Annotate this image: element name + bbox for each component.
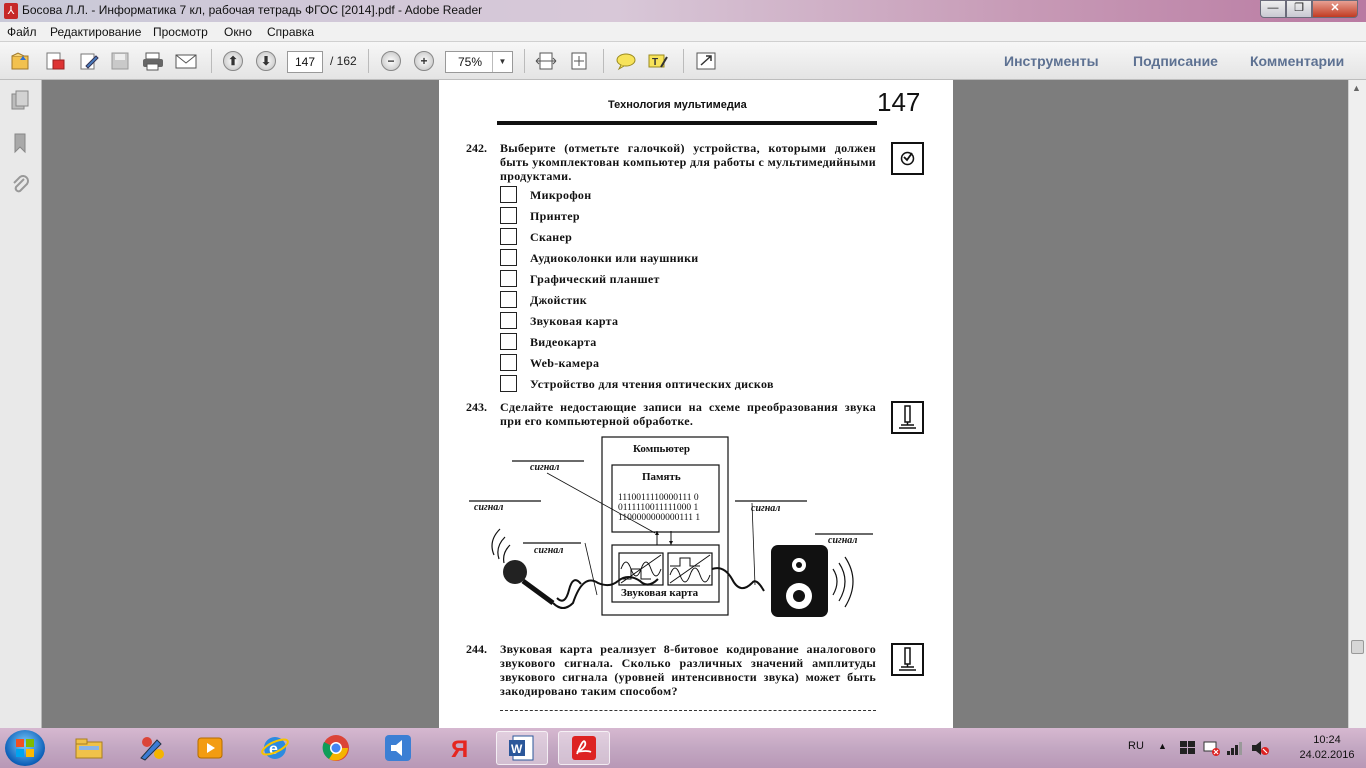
signal-label: сигнал: [751, 503, 781, 514]
menu-view[interactable]: Просмотр: [153, 25, 208, 39]
option-label: Сканер: [530, 230, 573, 244]
checkbox[interactable]: [500, 354, 517, 371]
plus-icon: +: [414, 51, 434, 71]
zoom-value: 75%: [458, 55, 483, 69]
option-label: Звуковая карта: [530, 314, 619, 328]
chrome-taskbar-icon[interactable]: [310, 731, 362, 765]
binary-line: 1100000000000111 1: [618, 513, 701, 523]
question-text: Выберите (отметьте галочкой) устройства, которыми должен быть укомплектован компьютер для работы с мультимедийными продуктами.: [500, 141, 876, 183]
bookmarks-icon[interactable]: [9, 132, 31, 154]
maximize-button[interactable]: ❐: [1286, 0, 1312, 18]
scrollbar-thumb[interactable]: [1351, 640, 1364, 654]
svg-text:W: W: [511, 742, 523, 756]
option-label: Джойстик: [530, 293, 588, 307]
network-error-icon[interactable]: [1203, 740, 1221, 759]
yandex-taskbar-icon[interactable]: [433, 731, 485, 765]
header-rule: [497, 121, 877, 125]
page-number-input[interactable]: 147: [287, 51, 323, 73]
checkbox[interactable]: [500, 249, 517, 266]
clock-time: 10:24: [1313, 734, 1341, 746]
minus-icon: −: [381, 51, 401, 71]
clock-date: 24.02.2016: [1299, 749, 1355, 761]
binary-line: 0111110011111000 1: [618, 503, 699, 513]
show-hidden-icons-icon[interactable]: ▲: [1158, 741, 1167, 751]
pdf-page: [439, 80, 953, 728]
comments-link[interactable]: Комментарии: [1250, 53, 1345, 69]
option-label: Web-камера: [530, 356, 600, 370]
signal-label: сигнал: [474, 502, 504, 513]
chevron-down-icon[interactable]: ▼: [492, 52, 512, 72]
windows-logo-icon: [15, 738, 35, 758]
svg-text:Я: Я: [451, 736, 469, 763]
attachments-icon[interactable]: [9, 174, 31, 196]
internet-explorer-taskbar-icon[interactable]: [249, 731, 301, 765]
toolbar-separator: [683, 49, 684, 73]
signal-label: сигнал: [530, 462, 560, 473]
word-taskbar-icon[interactable]: [496, 731, 548, 765]
checkbox[interactable]: [500, 333, 517, 350]
fit-width-icon[interactable]: [534, 50, 558, 72]
zoom-select[interactable]: [445, 51, 513, 73]
option-label: Графический планшет: [530, 272, 660, 286]
arrow-up-icon: ⬆: [223, 51, 243, 71]
toolbar-separator: [524, 49, 525, 73]
checkbox[interactable]: [500, 228, 517, 245]
save-icon[interactable]: [108, 50, 132, 72]
speaker-app-taskbar-icon[interactable]: [372, 731, 424, 765]
fit-page-icon[interactable]: [567, 50, 591, 72]
question-number: 242.: [466, 141, 487, 155]
option-label: Аудиоколонки или наушники: [530, 251, 699, 265]
signal-strength-icon[interactable]: [1226, 740, 1244, 759]
sound-conversion-diagram: [465, 435, 885, 623]
taskbar: [0, 728, 1366, 768]
close-button[interactable]: ✕: [1312, 0, 1358, 18]
adobe-reader-taskbar-icon[interactable]: [558, 731, 610, 765]
page-header: Технология мультимедиа: [608, 99, 747, 111]
page-number: 147: [877, 87, 921, 117]
checkbox[interactable]: [500, 270, 517, 287]
window-titlebar: [0, 0, 1366, 22]
signal-label: сигнал: [534, 545, 564, 556]
toolbar-separator: [603, 49, 604, 73]
toolbar-separator: [368, 49, 369, 73]
menu-help[interactable]: Справка: [267, 25, 315, 39]
adobe-reader-icon: ⅄: [4, 3, 18, 19]
action-center-icon[interactable]: [1180, 741, 1196, 758]
explorer-taskbar-icon[interactable]: [63, 731, 115, 765]
checkbox[interactable]: [500, 312, 517, 329]
menu-bar: [0, 22, 1366, 42]
pen-task-icon: [891, 401, 924, 434]
checkbox[interactable]: [500, 186, 517, 203]
tools-link[interactable]: Инструменты: [1004, 53, 1099, 69]
option-label: Микрофон: [530, 188, 592, 202]
checkbox[interactable]: [500, 375, 517, 392]
next-page-button[interactable]: [254, 50, 278, 72]
comment-icon[interactable]: [614, 50, 638, 72]
toolbar: [0, 42, 1366, 80]
email-icon[interactable]: [174, 50, 198, 72]
svg-text:T: T: [652, 57, 659, 68]
checkbox[interactable]: [500, 291, 517, 308]
language-indicator[interactable]: RU: [1128, 740, 1144, 752]
vertical-scrollbar[interactable]: [1348, 80, 1366, 728]
volume-muted-icon[interactable]: [1250, 740, 1270, 759]
previous-page-button[interactable]: [221, 50, 245, 72]
page-total: / 162: [330, 54, 357, 68]
option-label: Видеокарта: [530, 335, 597, 349]
highlight-icon[interactable]: [646, 50, 670, 72]
computer-label: Компьютер: [633, 443, 691, 455]
pen-task-icon: [891, 643, 924, 676]
create-pdf-icon[interactable]: [43, 50, 67, 72]
start-button[interactable]: [5, 730, 45, 766]
arrow-down-icon: ⬇: [256, 51, 276, 71]
checkbox[interactable]: [500, 207, 517, 224]
answer-line: [500, 710, 876, 711]
sign-link[interactable]: Подписание: [1133, 53, 1218, 69]
print-icon[interactable]: [141, 50, 165, 72]
fullscreen-icon[interactable]: [694, 50, 718, 72]
scroll-up-icon[interactable]: ▲: [1352, 83, 1361, 93]
question-number: 243.: [466, 400, 487, 414]
svg-text:e: e: [269, 741, 278, 758]
binary-line: 1110011110000111 0: [618, 493, 699, 503]
menu-file[interactable]: Файл: [7, 25, 37, 39]
minimize-button[interactable]: —: [1260, 0, 1286, 18]
open-file-icon[interactable]: [9, 50, 33, 72]
memory-label: Память: [642, 471, 681, 483]
zoom-out-button[interactable]: [379, 50, 403, 72]
sound-card-label: Звуковая карта: [621, 587, 699, 599]
menu-edit[interactable]: Редактирование: [50, 25, 142, 39]
zoom-in-button[interactable]: [412, 50, 436, 72]
menu-window[interactable]: Окно: [224, 25, 252, 39]
toolbar-separator: [211, 49, 212, 73]
option-label: Принтер: [530, 209, 580, 223]
page-thumbnails-icon[interactable]: [9, 90, 31, 112]
paint-taskbar-icon[interactable]: [126, 731, 178, 765]
clock[interactable]: [1292, 733, 1362, 763]
option-label: Устройство для чтения оптических дисков: [530, 377, 774, 391]
edit-icon[interactable]: [77, 50, 101, 72]
window-title: Босова Л.Л. - Информатика 7 кл, рабочая тетрадь ФГОС [2014].pdf - Adobe Reader: [22, 3, 483, 17]
question-text: Сделайте недостающие записи на схеме преобразования звука при его компьютерной обработке.: [500, 400, 876, 428]
question-text: Звуковая карта реализует 8-битовое кодирование аналогового звукового сигнала. Сколько различных значений амплитуды звукового сигнала (уровней интенсивности звука) может быть закодировано таким способом?: [500, 642, 876, 698]
navigation-panel: [0, 80, 42, 728]
signal-label: сигнал: [828, 535, 858, 546]
question-number: 244.: [466, 642, 487, 656]
media-player-taskbar-icon[interactable]: [184, 731, 236, 765]
checkmark-task-icon: [891, 142, 924, 175]
